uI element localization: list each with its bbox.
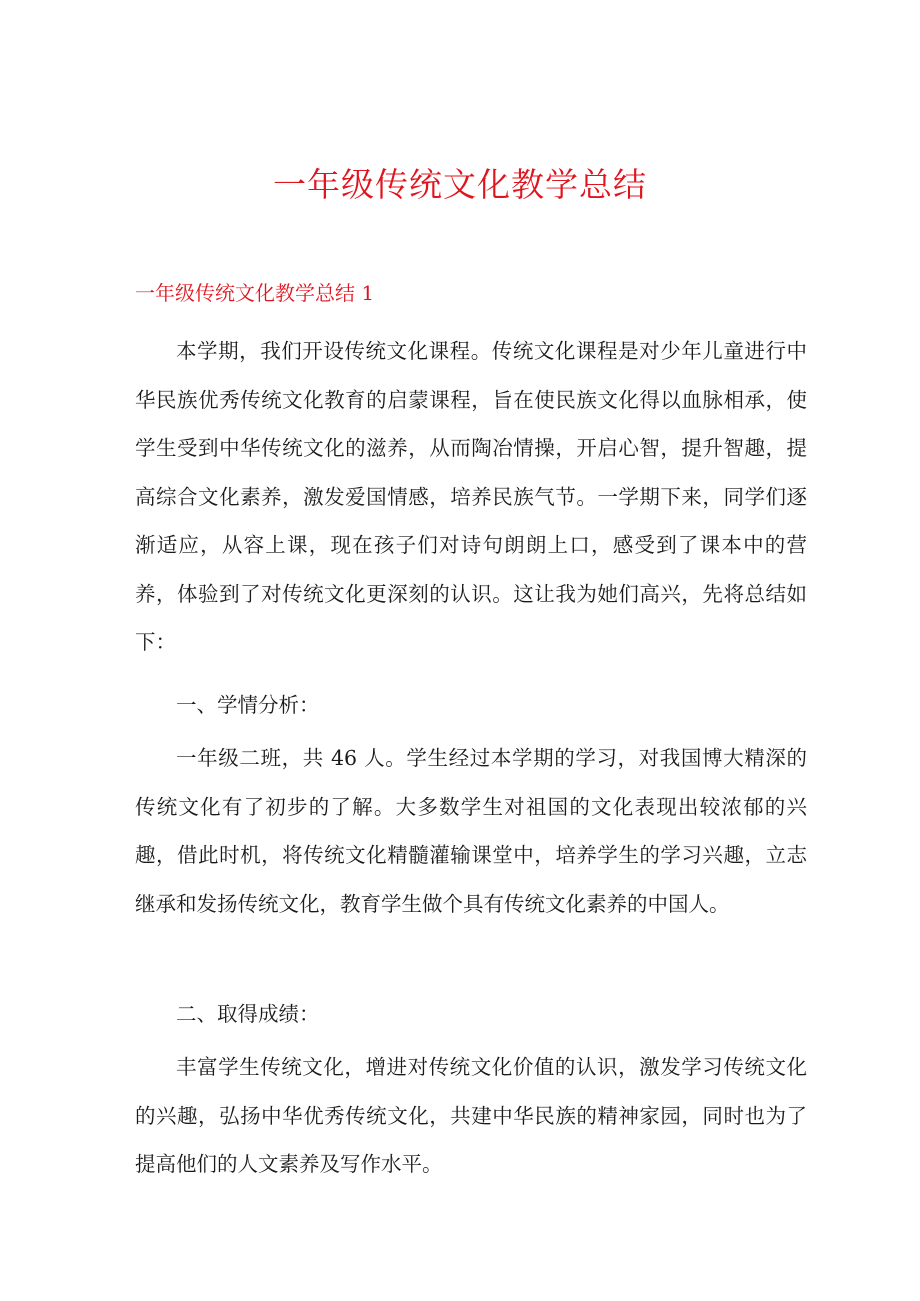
section-heading: 一年级传统文化教学总结 1: [135, 281, 375, 305]
paragraph-achievements: 丰富学生传统文化，增进对传统文化价值的认识，激发学习传统文化的兴趣，弘扬中华优秀传统文化，共建中华民族的精神家园，同时也为了提高他们的人文素养及写作水平。: [135, 1055, 807, 1176]
subheading-student-analysis: 一、学情分析：: [176, 693, 320, 717]
subheading-achievements: 二、取得成绩：: [176, 1002, 320, 1026]
document-title: 一年级传统文化教学总结: [273, 165, 647, 204]
paragraph-student-analysis: 一年级二班，共 46 人。学生经过本学期的学习，对我国博大精深的传统文化有了初步的了解。大多数学生对祖国的文化表现出较浓郁的兴趣，借此时机，将传统文化精髓灌输课堂中，培养学生的学习兴趣，立志继承和发扬传统文化，教育学生做个具有传统文化素养的中国人。: [135, 746, 807, 916]
paragraph-intro: 本学期，我们开设传统文化课程。传统文化课程是对少年儿童进行中华民族优秀传统文化教育的启蒙课程，旨在使民族文化得以血脉相承，使学生受到中华传统文化的滋养，从而陶冶情操，开启心智，提升智趣，提高综合文化素养，激发爱国情感，培养民族气节。一学期下来，同学们逐渐适应，从容上课，现在孩子们对诗句朗朗上口，感受到了课本中的营养，体验到了对传统文化更深刻的认识。这让我为她们高兴，先将总结如下：: [135, 339, 807, 654]
